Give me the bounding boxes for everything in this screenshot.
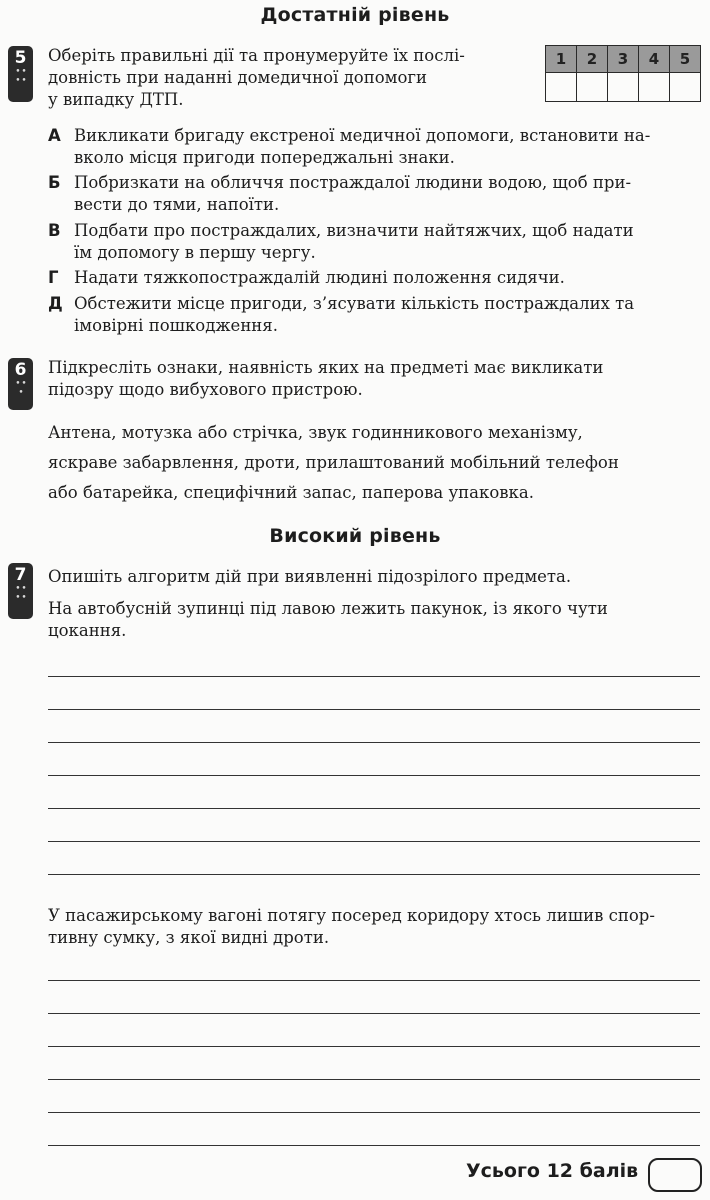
answer-header-cell: 2 xyxy=(577,46,608,73)
answer-input-cell[interactable] xyxy=(577,73,608,102)
difficulty-dots-icon: • • • • xyxy=(15,67,26,86)
option-text: імовірні пошкодження. xyxy=(74,316,278,335)
answer-line[interactable] xyxy=(48,1013,700,1014)
answer-line[interactable] xyxy=(48,742,700,743)
answer-input-cell[interactable] xyxy=(639,73,670,102)
section-heading-high: Високий рівень xyxy=(269,525,441,547)
task-number: 5 xyxy=(14,48,27,68)
answer-order-table xyxy=(545,45,701,102)
task-7-badge xyxy=(8,563,33,619)
task-7-situation-1 xyxy=(48,598,608,642)
option-text: Подбати про постраждалих, визначити найтяжчих, щоб надати xyxy=(74,221,634,240)
option-text: Обстежити місце пригоди, з’ясувати кількість постраждалих та xyxy=(74,294,635,313)
question-line: у випадку ДТП. xyxy=(48,90,184,109)
difficulty-dots-icon: • • • • xyxy=(15,584,26,603)
answer-line[interactable] xyxy=(48,676,700,677)
option-letter: Б xyxy=(48,173,61,192)
option-text: Викликати бригаду екстреної медичної допомоги, встановити на- xyxy=(74,126,651,145)
task-7-situation-2 xyxy=(48,905,655,949)
task-5-badge xyxy=(8,46,33,102)
answer-line[interactable] xyxy=(48,808,700,809)
answer-line[interactable] xyxy=(48,1145,700,1146)
answer-line[interactable] xyxy=(48,980,700,981)
answer-line[interactable] xyxy=(48,1046,700,1047)
answer-header-cell: 3 xyxy=(608,46,639,73)
section-heading-sufficient: Достатній рівень xyxy=(260,4,450,26)
option-letter: В xyxy=(48,221,61,240)
situation-line: На автобусній зупинці під лавою лежить пакунок, із якого чути xyxy=(48,599,608,618)
question-line: Оберіть правильні дії та пронумеруйте їх послі- xyxy=(48,46,465,65)
answer-input-cell[interactable] xyxy=(608,73,639,102)
situation-line: У пасажирському вагоні потягу посеред коридору хтось лишив спор- xyxy=(48,906,655,925)
answer-header-cell: 5 xyxy=(670,46,701,73)
score-box[interactable] xyxy=(648,1158,702,1192)
question-line: довність при наданні домедичної допомоги xyxy=(48,68,428,87)
task-6-badge xyxy=(8,358,33,410)
option-text: вколо місця пригоди попереджальні знаки. xyxy=(74,148,455,167)
situation-line: цокання. xyxy=(48,621,127,640)
answer-line[interactable] xyxy=(48,709,700,710)
task-5-question xyxy=(48,45,465,111)
answer-line[interactable] xyxy=(48,841,700,842)
task-6-line-2[interactable]: яскраве забарвлення, дроти, прилаштований мобільний телефон xyxy=(48,453,619,472)
option-letter: А xyxy=(48,126,61,145)
total-score-label: Усього 12 балів xyxy=(466,1160,639,1182)
question-line: підозру щодо вибухового пристрою. xyxy=(48,380,363,399)
task-number: 7 xyxy=(14,565,27,585)
answer-line[interactable] xyxy=(48,874,700,875)
answer-input-cell[interactable] xyxy=(670,73,701,102)
difficulty-dots-icon: • • • xyxy=(15,379,26,398)
situation-line: тивну сумку, з якої видні дроти. xyxy=(48,928,330,947)
task-6-line-1[interactable]: Антена, мотузка або стрічка, звук годинникового механізму, xyxy=(48,423,583,442)
answer-line[interactable] xyxy=(48,1079,700,1080)
option-letter: Д xyxy=(48,294,63,313)
task-number: 6 xyxy=(14,360,27,380)
option-text: Побризкати на обличчя постраждалої людини водою, щоб при- xyxy=(74,173,632,192)
option-text: Надати тяжкопостраждалій людині положення сидячи. xyxy=(74,268,565,287)
task-6-line-3[interactable]: або батарейка, специфічний запас, паперова упаковка. xyxy=(48,483,534,502)
answer-header-cell: 1 xyxy=(546,46,577,73)
option-letter: Г xyxy=(48,268,59,287)
answer-header-cell: 4 xyxy=(639,46,670,73)
option-text: вести до тями, напоїти. xyxy=(74,195,280,214)
task-6-question xyxy=(48,357,603,401)
question-line: Підкресліть ознаки, наявність яких на предметі має викликати xyxy=(48,358,604,377)
option-text: їм допомогу в першу чергу. xyxy=(74,243,316,262)
answer-input-cell[interactable] xyxy=(546,73,577,102)
answer-line[interactable] xyxy=(48,1112,700,1113)
answer-line[interactable] xyxy=(48,775,700,776)
task-7-question: Опишіть алгоритм дій при виявленні підозрілого предмета. xyxy=(48,567,572,586)
